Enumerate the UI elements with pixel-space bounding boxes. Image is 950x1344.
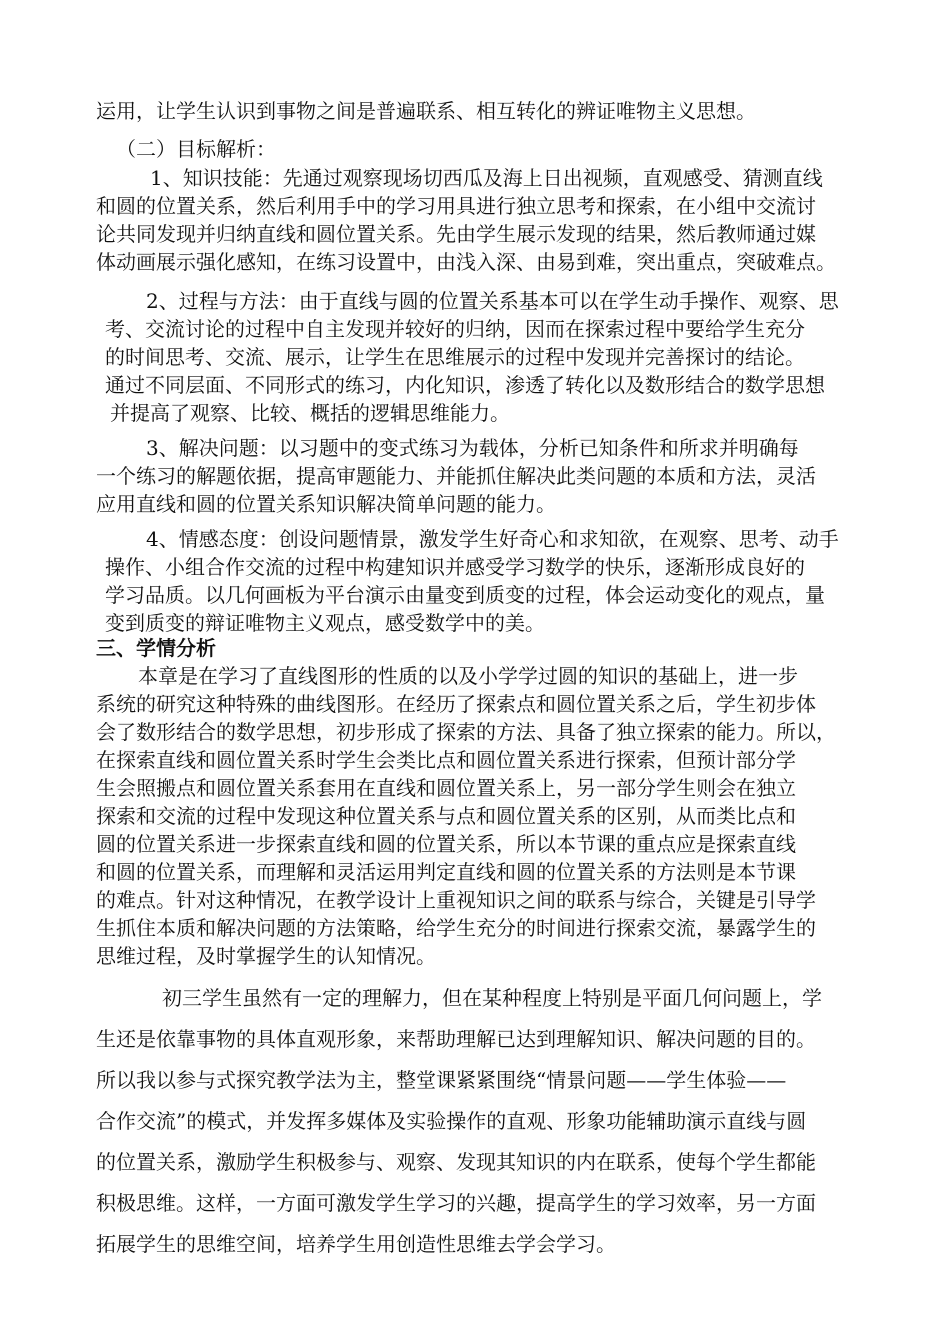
student-analysis-line: 合作交流”的模式，并发挥多媒体及实验操作的直观、形象功能辅助演示直线与圆	[96, 1109, 807, 1133]
problem-line: 一个练习的解题依据，提高审题能力、并能抓住解决此类问题的本质和方法，灵活	[96, 464, 816, 488]
process-line: 通过不同层面、不同形式的练习，内化知识，渗透了转化以及数形结合的数学思想	[105, 373, 825, 397]
intro-line: 运用，让学生认识到事物之间是普遍联系、相互转化的辨证唯物主义思想。	[96, 99, 756, 123]
process-line: 并提高了观察、比较、概括的逻辑思维能力。	[110, 401, 510, 425]
student-analysis-line: 的难点。针对这种情况，在教学设计上重视知识之间的联系与综合，关键是引导学	[96, 888, 816, 912]
knowledge-line: 体动画展示强化感知，在练习设置中，由浅入深、由易到难，突出重点，突破难点。	[96, 250, 836, 274]
attitude-line: 变到质变的辩证唯物主义观点，感受数学中的美。	[105, 611, 545, 635]
knowledge-line: 和圆的位置关系，然后利用手中的学习用具进行独立思考和探索，在小组中交流讨	[96, 194, 816, 218]
student-analysis-line: 探索和交流的过程中发现这种位置关系与点和圆位置关系的区别，从而类比点和	[96, 804, 796, 828]
attitude-line: 操作、小组合作交流的过程中构建知识并感受学习数学的快乐，逐渐形成良好的	[105, 555, 805, 579]
student-analysis-line: 拓展学生的思维空间，培养学生用创造性思维去学会学习。	[96, 1232, 616, 1256]
process-line: 的时间思考、交流、展示，让学生在思维展示的过程中发现并完善探讨的结论。	[105, 345, 805, 369]
student-analysis-line: 和圆的位置关系，而理解和灵活运用判定直线和圆的位置关系的方法则是本节课	[96, 860, 796, 884]
student-analysis-line: 本章是在学习了直线图形的性质的以及小学学过圆的知识的基础上，进一步	[138, 664, 798, 688]
student-analysis-line: 生还是依靠事物的具体直观形象，来帮助理解已达到理解知识、解决问题的目的。	[96, 1027, 816, 1051]
student-analysis-line: 思维过程，及时掌握学生的认知情况。	[96, 944, 436, 968]
attitude-line: 学习品质。以几何画板为平台演示由量变到质变的过程，体会运动变化的观点，量	[105, 583, 825, 607]
process-line: 考、交流讨论的过程中自主发现并较好的归纳，因而在探索过程中要给学生充分	[105, 317, 805, 341]
goal-analysis-subheading: （二）目标解析：	[116, 137, 276, 161]
student-analysis-line: 会了数形结合的数学思想，初步形成了探索的方法、具备了独立探索的能力。所以，	[96, 720, 836, 744]
attitude-line: 4、情感态度：创设问题情景，激发学生好奇心和求知欲，在观察、思考、动手	[146, 527, 839, 551]
student-analysis-line: 生会照搬点和圆位置关系套用在直线和圆位置关系上，另一部分学生则会在独立	[96, 776, 796, 800]
section-heading-student-analysis: 三、学情分析	[96, 636, 216, 660]
problem-line: 3、解决问题：以习题中的变式练习为载体，分析已知条件和所求并明确每	[146, 436, 799, 460]
student-analysis-line: 生抓住本质和解决问题的方法策略，给学生充分的时间进行探索交流，暴露学生的	[96, 916, 816, 940]
knowledge-line: 论共同发现并归纳直线和圆位置关系。先由学生展示发现的结果，然后教师通过媒	[96, 222, 816, 246]
student-analysis-line: 初三学生虽然有一定的理解力，但在某种程度上特别是平面几何问题上，学	[162, 986, 822, 1010]
student-analysis-line: 在探索直线和圆位置关系时学生会类比点和圆位置关系进行探索，但预计部分学	[96, 748, 796, 772]
problem-line: 应用直线和圆的位置关系知识解决简单问题的能力。	[96, 492, 556, 516]
student-analysis-line: 积极思维。这样，一方面可激发学生学习的兴趣，提高学生的学习效率，另一方面	[96, 1191, 816, 1215]
knowledge-line: 1、知识技能：先通过观察现场切西瓜及海上日出视频，直观感受、猜测直线	[150, 166, 823, 190]
student-analysis-line: 圆的位置关系进一步探索直线和圆的位置关系，所以本节课的重点应是探索直线	[96, 832, 796, 856]
process-line: 2、过程与方法：由于直线与圆的位置关系基本可以在学生动手操作、观察、思	[146, 289, 839, 313]
student-analysis-line: 系统的研究这种特殊的曲线图形。在经历了探索点和圆位置关系之后，学生初步体	[96, 692, 816, 716]
student-analysis-line: 所以我以参与式探究教学法为主，整堂课紧紧围绕“情景问题——学生体验——	[96, 1068, 787, 1092]
student-analysis-line: 的位置关系，激励学生积极参与、观察、发现其知识的内在联系，使每个学生都能	[96, 1150, 816, 1174]
